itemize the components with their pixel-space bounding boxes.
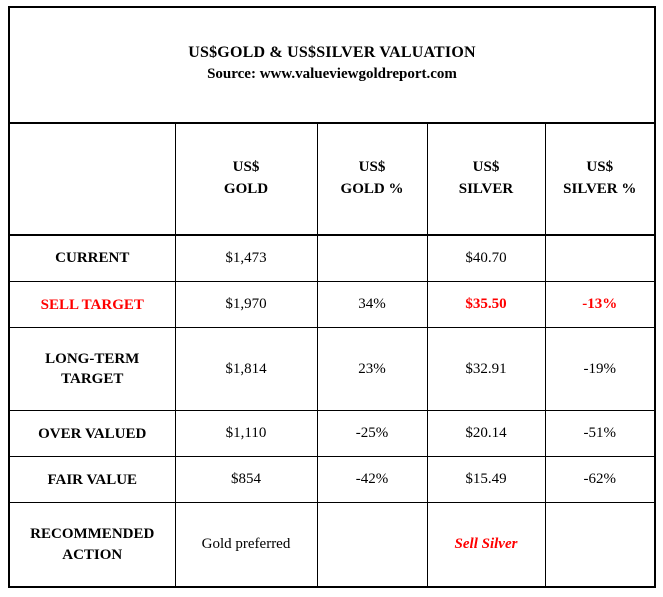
cell-fair-value-gold-percent: -42% — [317, 457, 427, 503]
cell-recommended-gold: Gold preferred — [175, 503, 317, 587]
header-us-gold-percent-line2: GOLD % — [340, 180, 404, 197]
header-corner-cell — [9, 123, 175, 235]
table-row — [9, 411, 655, 457]
cell-sell-target-silver-percent: -13% — [545, 282, 655, 328]
title-line-1: US$GOLD & US$SILVER VALUATION — [188, 44, 476, 62]
cell-over-valued-silver-percent: -51% — [545, 411, 655, 457]
row-label-line1: RECOMMENDED — [30, 526, 155, 543]
row-label-over-valued — [9, 411, 175, 457]
cell-sell-target-gold: $1,970 — [175, 282, 317, 328]
cell-current-gold-percent — [317, 235, 427, 282]
table-header-row — [9, 123, 655, 235]
row-label-fair-value — [9, 457, 175, 503]
header-us-silver-line1: US$ — [472, 158, 500, 175]
cell-long-term-silver: $32.91 — [427, 328, 545, 411]
row-label-line1: SELL TARGET — [40, 296, 144, 313]
cell-long-term-gold: $1,814 — [175, 328, 317, 411]
row-label-line1: CURRENT — [55, 250, 130, 267]
header-us-gold — [175, 123, 317, 235]
header-us-gold-line1: US$ — [232, 158, 260, 175]
cell-recommended-silver-percent — [545, 503, 655, 587]
cell-long-term-silver-percent: -19% — [545, 328, 655, 411]
row-label-line2: ACTION — [62, 546, 123, 563]
header-us-gold-percent — [317, 123, 427, 235]
header-us-silver-line2: SILVER — [458, 180, 514, 197]
header-us-silver-percent — [545, 123, 655, 235]
table-row — [9, 282, 655, 328]
table-row — [9, 503, 655, 587]
cell-fair-value-silver: $15.49 — [427, 457, 545, 503]
row-label-line1: OVER VALUED — [38, 425, 147, 442]
row-label-line1: LONG-TERM — [45, 351, 140, 368]
valuation-table — [8, 6, 656, 588]
header-us-silver-percent-line2: SILVER % — [563, 180, 637, 197]
cell-fair-value-gold: $854 — [175, 457, 317, 503]
table-title-row — [9, 7, 655, 123]
cell-over-valued-silver: $20.14 — [427, 411, 545, 457]
table-row — [9, 328, 655, 411]
row-label-long-term-target — [9, 328, 175, 411]
cell-current-silver-percent — [545, 235, 655, 282]
cell-current-gold: $1,473 — [175, 235, 317, 282]
header-us-silver-percent-line1: US$ — [586, 158, 614, 175]
cell-recommended-gold-percent — [317, 503, 427, 587]
header-us-silver — [427, 123, 545, 235]
row-label-recommended-action — [9, 503, 175, 587]
cell-over-valued-gold-percent: -25% — [317, 411, 427, 457]
table-title-cell — [9, 7, 655, 123]
cell-sell-target-silver: $35.50 — [427, 282, 545, 328]
header-us-gold-line2: GOLD — [223, 180, 269, 197]
row-label-sell-target — [9, 282, 175, 328]
row-label-current — [9, 235, 175, 282]
row-label-line1: FAIR VALUE — [47, 471, 138, 488]
table-row — [9, 235, 655, 282]
table-row — [9, 457, 655, 503]
header-us-gold-percent-line1: US$ — [358, 158, 386, 175]
cell-over-valued-gold: $1,110 — [175, 411, 317, 457]
cell-long-term-gold-percent: 23% — [317, 328, 427, 411]
row-label-line2: TARGET — [61, 371, 124, 388]
title-line-2: Source: www.valueviewgoldreport.com — [207, 65, 457, 82]
cell-fair-value-silver-percent: -62% — [545, 457, 655, 503]
cell-current-silver: $40.70 — [427, 235, 545, 282]
cell-recommended-silver: Sell Silver — [427, 503, 545, 587]
cell-sell-target-gold-percent: 34% — [317, 282, 427, 328]
